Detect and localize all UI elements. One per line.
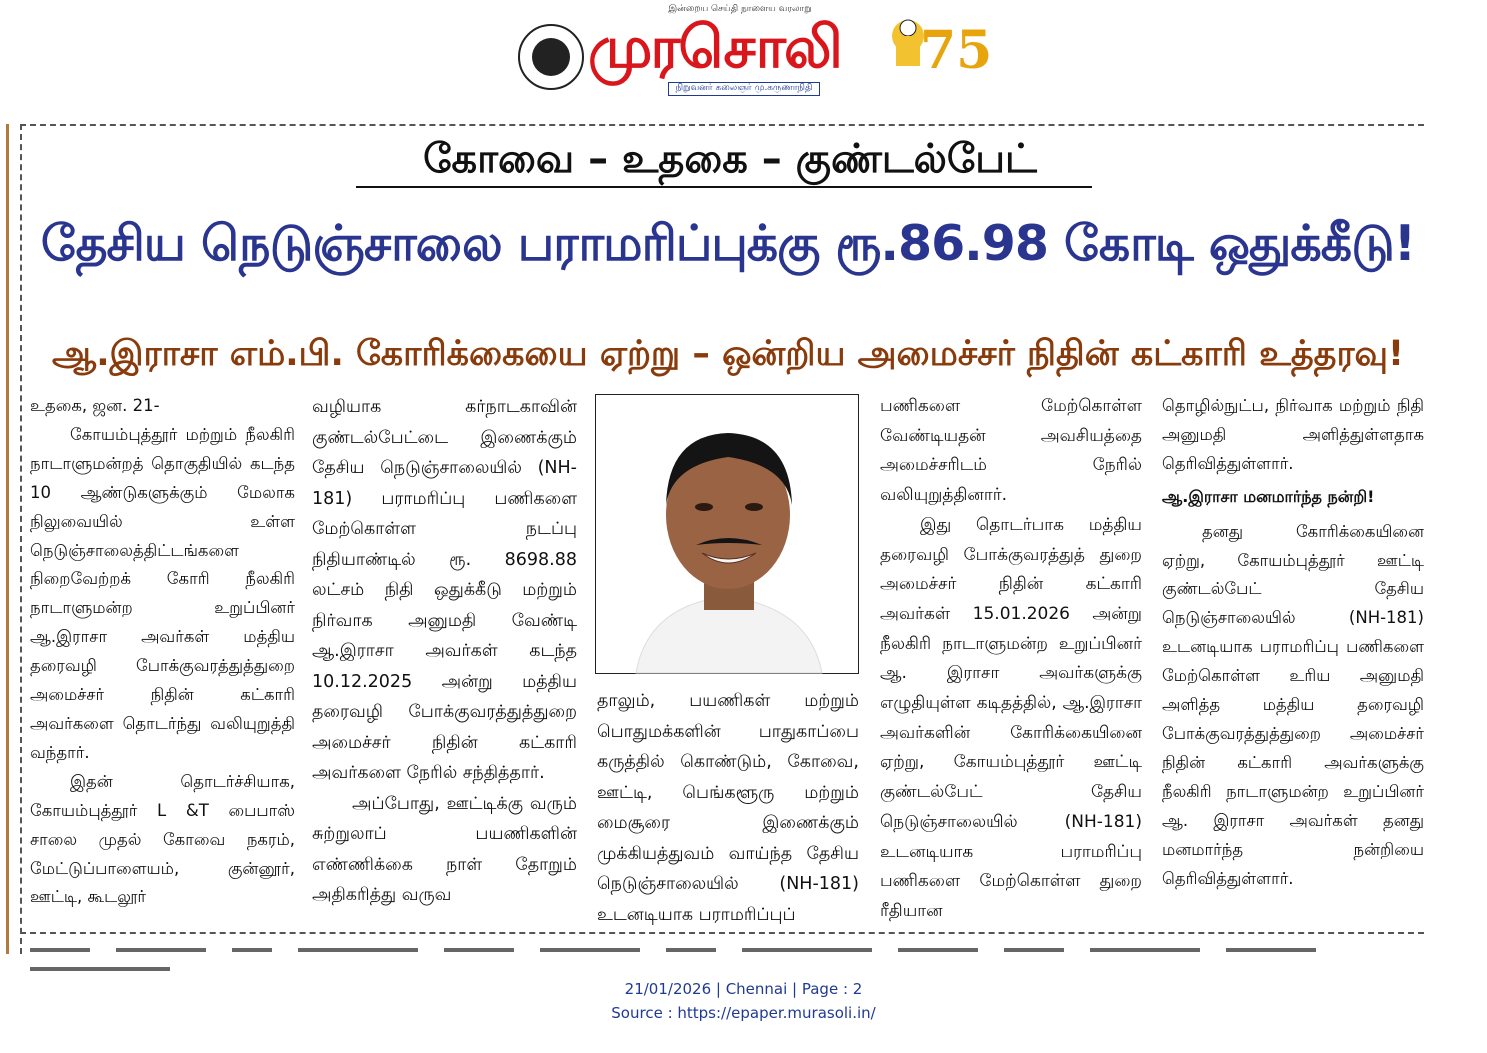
article-top-border xyxy=(20,124,1424,126)
portrait-photo xyxy=(595,394,859,674)
source-link[interactable]: Source : https://epaper.murasoli.in/ xyxy=(611,1004,876,1022)
anniversary-75-badge xyxy=(882,6,993,92)
paragraph: கோயம்புத்தூர் மற்றும் நீலகிரி நாடாளுமன்றத் தொகுதியில் கடந்த 10 ஆண்டுகளுக்கும் மேலாக நிலுவையில் உள்ள நெடுஞ்சாலைத்திட்டங்களை நிறைவேற்றக் கோரி நீலகிரி நாடாளுமன்ற உறுப்பினர் ஆ.இராசா அவர்கள் மத்திய தரைவழி போக்குவரத்துத்துறை அமைச்சர் நிதின் கட்காரி அவர்களை தொடர்ந்து வலியுறுத்தி வந்தார். xyxy=(30,424,295,762)
article-column-1 xyxy=(30,392,295,912)
paragraph: பணிகளை மேற்கொள்ள வேண்டியதன் அவசியத்தை அமைச்சரிடம் நேரில் வலியுறுத்தினார். xyxy=(880,396,1142,506)
paragraph: தொழில்நுட்ப, நிர்வாக மற்றும் நிதி அனுமதி அளித்துள்ளதாக தெரிவித்துள்ளார். xyxy=(1162,396,1424,473)
left-border-bar xyxy=(6,124,9,954)
paragraph: அப்போது, ஊட்டிக்கு வரும் சுற்றுலாப் பயணிகளின் எண்ணிக்கை நாள் தோறும் அதிகரித்து வருவ xyxy=(312,793,577,905)
paragraph: இது தொடர்பாக மத்திய தரைவழி போக்குவரத்துத் துறை அமைச்சர் நிதின் கட்காரி அவர்கள் 15.01.2026 அன்று நீலகிரி நாடாளுமன்ற உறுப்பினர் ஆ. இராசா அவர்களுக்கு எழுதியுள்ள கடிதத்தில், ஆ.இராசா அவர்களின் கோரிக்கையினை ஏற்று, கோயம்புத்தூர் ஊட்டி குண்டல்பேட் தேசிய நெடுஞ்சாலையில் (NH-181) உடனடியாக பராமரிப்பு பணிகளை மேற்கொள்ள துறை ரீதியான xyxy=(880,514,1142,921)
sub-headline: ஆ.இராசா எம்.பி. கோரிக்கையை ஏற்று – ஒன்றிய அமைச்சர் நிதின் கட்காரி உத்தரவு! xyxy=(51,334,1405,374)
masthead-tagline: இன்றைய செய்தி நாளைய வரலாறு xyxy=(668,4,812,14)
paragraph: இதன் தொடர்ச்சியாக, கோயம்புத்தூர் L &T பைபாஸ் சாலை முதல் கோவை நகரம், மேட்டுப்பாளையம், குன்னூர், ஊட்டி, கூடலூர் xyxy=(30,771,295,907)
kicker-underline xyxy=(356,186,1092,188)
article-column-2 xyxy=(312,392,577,911)
main-headline: தேசிய நெடுஞ்சாலை பராமரிப்புக்கு ரூ.86.98 கோடி ஒதுக்கீடு! xyxy=(40,215,1416,272)
kicker-heading: கோவை – உதகை – குண்டல்பேட் xyxy=(423,136,1037,182)
article-column-3 xyxy=(597,686,859,930)
paragraph: வழியாக கர்நாடகாவின் குண்டல்பேட்டை இணைக்கும் தேசிய நெடுஞ்சாலையில் (NH-181) பராமரிப்பு பணிகளை மேற்கொள்ள நடப்பு நிதியாண்டில் ரூ. 8698.88 லட்சம் நிதி ஒதுக்கீடு மற்றும் நிர்வாக அனுமதி வேண்டி ஆ.இராசா அவர்கள் கடந்த 10.12.2025 அன்று மத்திய தரைவழி போக்குவரத்துத்துறை அமைச்சர் நிதின் கட்காரி அவர்களை நேரில் சந்தித்தார். xyxy=(312,397,577,783)
truncated-text-line xyxy=(30,944,1424,954)
party-seal-icon xyxy=(518,24,584,90)
page-info: 21/01/2026 | Chennai | Page : 2 xyxy=(624,980,863,998)
paragraph: தனது கோரிக்கையினை ஏற்று, கோயம்புத்தூர் ஊட்டி குண்டல்பேட் தேசிய நெடுஞ்சாலையில் (NH-181) உடனடியாக பராமரிப்பு பணிகளை மேற்கொள்ள உரிய அனுமதி அளித்த மத்திய தரைவழி போக்குவரத்துத்துறை அமைச்சர் நிதின் கட்காரி அவர்களுக்கு நீலகிரி நாடாளுமன்ற உறுப்பினர் ஆ. இராசா அவர்கள் தனது மனமார்ந்த நன்றியை தெரிவித்துள்ளார். xyxy=(1162,521,1424,888)
svg-text:75: 75 xyxy=(920,20,993,81)
article-column-4 xyxy=(880,392,1142,927)
article-left-border xyxy=(20,124,22,954)
article-column-5 xyxy=(1162,392,1424,893)
logo-subtitle: நிறுவனர் கலைஞர் மு.கருணாநிதி xyxy=(668,82,820,96)
paragraph: தாலும், பயணிகள் மற்றும் பொதுமக்களின் பாதுகாப்பை கருத்தில் கொண்டும், கோவை, ஊட்டி, பெங்களூரு மற்றும் மைசூரை இணைக்கும் முக்கியத்துவம் வாய்ந்த தேசிய நெடுஞ்சாலையில் (NH-181) உடனடியாக பராமரிப்புப் xyxy=(597,691,859,925)
newspaper-logo: முரசொலி xyxy=(588,13,841,81)
article-bottom-border xyxy=(20,932,1424,934)
dateline: உதகை, ஜன. 21- xyxy=(30,396,160,415)
section-subtitle: ஆ.இராசா மனமார்ந்த நன்றி! xyxy=(1162,486,1375,506)
